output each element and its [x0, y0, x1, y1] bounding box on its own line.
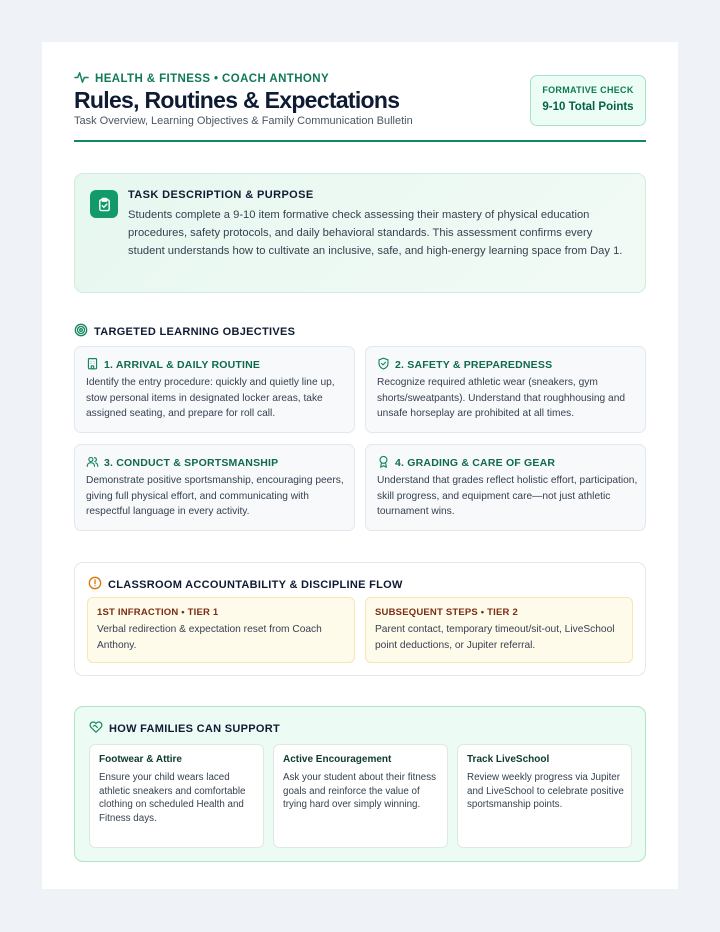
- tier-2-card: [365, 597, 633, 663]
- objective-card-arrival: [74, 346, 355, 433]
- objective-card-grading: [365, 444, 646, 531]
- objective-header: [377, 357, 552, 373]
- target-icon: [74, 323, 88, 340]
- task-description-card: [74, 173, 646, 293]
- building-icon: [86, 357, 99, 373]
- clipboard-check-icon: [90, 190, 118, 218]
- tier-title: 1ST INFRACTION • TIER 1: [97, 607, 219, 618]
- tier-body: Parent contact, temporary timeout/sit-out, LiveSchool point deductions, or Jupiter referral.: [375, 624, 615, 651]
- objective-body: Demonstrate positive sportsmanship, encouraging peers, giving full physical effort, and communicating with respectful language in every activity.: [86, 475, 344, 517]
- objective-card-conduct: [74, 444, 355, 531]
- tier-body: Verbal redirection & expectation reset from Coach Anthony.: [97, 624, 322, 651]
- family-card-body: Ask your student about their fitness goals and reinforce the value of trying hard over simply winning.: [283, 772, 437, 810]
- badge-label: FORMATIVE CHECK: [542, 85, 634, 95]
- objective-title: 2. SAFETY & PREPAREDNESS: [395, 359, 553, 371]
- family-card-title: Footwear & Attire: [99, 754, 182, 765]
- page-title: Rules, Routines & Expectations: [74, 87, 400, 113]
- objective-title: 3. CONDUCT & SPORTSMANSHIP: [104, 457, 279, 469]
- objective-body: Understand that grades reflect holistic effort, participation, skill progress, and equipment care—not just athletic tournament wins.: [377, 475, 638, 517]
- tier-title: SUBSEQUENT STEPS • TIER 2: [375, 607, 518, 618]
- award-icon: [377, 455, 390, 471]
- family-card-attire: [89, 744, 264, 848]
- discipline-heading-text: CLASSROOM ACCOUNTABILITY & DISCIPLINE FLOW: [108, 578, 403, 591]
- objectives-heading-text: TARGETED LEARNING OBJECTIVES: [94, 325, 296, 338]
- header-kicker: [74, 70, 329, 88]
- formative-check-badge: [530, 75, 646, 126]
- discipline-flow-card: [74, 562, 646, 676]
- discipline-heading: [88, 576, 403, 593]
- family-support-card: [74, 706, 646, 862]
- objective-title: 4. GRADING & CARE OF GEAR: [395, 457, 556, 469]
- task-body: Students complete a 9-10 item formative check assessing their mastery of physical education procedures, safety protocols, and daily behavioral standards. This assessment confirms every student understands how to cultivate an inclusive, safe, and high-energy learning space from Day 1.: [128, 209, 623, 257]
- objective-header: [377, 455, 555, 471]
- warning-icon: [88, 576, 102, 593]
- objective-body: Recognize required athletic wear (sneakers, gym shorts/sweatpants). Understand that roughhousing and unsafe horseplay are prohibited at all times.: [377, 377, 626, 419]
- header-divider: [74, 140, 646, 142]
- page-subtitle: Task Overview, Learning Objectives & Family Communication Bulletin: [74, 115, 413, 127]
- family-card-title: Active Encouragement: [283, 754, 392, 765]
- badge-points: 9-10 Total Points: [542, 101, 634, 113]
- family-heading-text: HOW FAMILIES CAN SUPPORT: [109, 722, 280, 735]
- users-icon: [86, 455, 99, 471]
- objective-title: 1. ARRIVAL & DAILY ROUTINE: [104, 359, 261, 371]
- bulletin-page: [42, 42, 678, 889]
- heart-handshake-icon: [89, 720, 103, 737]
- objective-body: Identify the entry procedure: quickly and quietly line up, stow personal items in designated locker areas, take assigned seating, and prepare for roll call.: [86, 377, 335, 419]
- kicker-text: HEALTH & FITNESS • COACH ANTHONY: [95, 73, 330, 85]
- family-card-title: Track LiveSchool: [467, 754, 550, 765]
- pulse-icon: [74, 70, 89, 88]
- objective-header: [86, 455, 278, 471]
- family-card-liveschool: [457, 744, 632, 848]
- objectives-heading: [74, 323, 295, 340]
- family-card-body: Ensure your child wears laced athletic sneakers and comfortable clothing on scheduled Health and Fitness days.: [99, 772, 246, 824]
- tier-1-card: [87, 597, 355, 663]
- objective-header: [86, 357, 260, 373]
- family-heading: [89, 720, 280, 737]
- family-card-body: Review weekly progress via Jupiter and LiveSchool to celebrate positive sportsmanship points.: [467, 772, 624, 810]
- family-card-encouragement: [273, 744, 448, 848]
- shield-check-icon: [377, 357, 390, 373]
- objective-card-safety: [365, 346, 646, 433]
- task-title: TASK DESCRIPTION & PURPOSE: [128, 189, 314, 201]
